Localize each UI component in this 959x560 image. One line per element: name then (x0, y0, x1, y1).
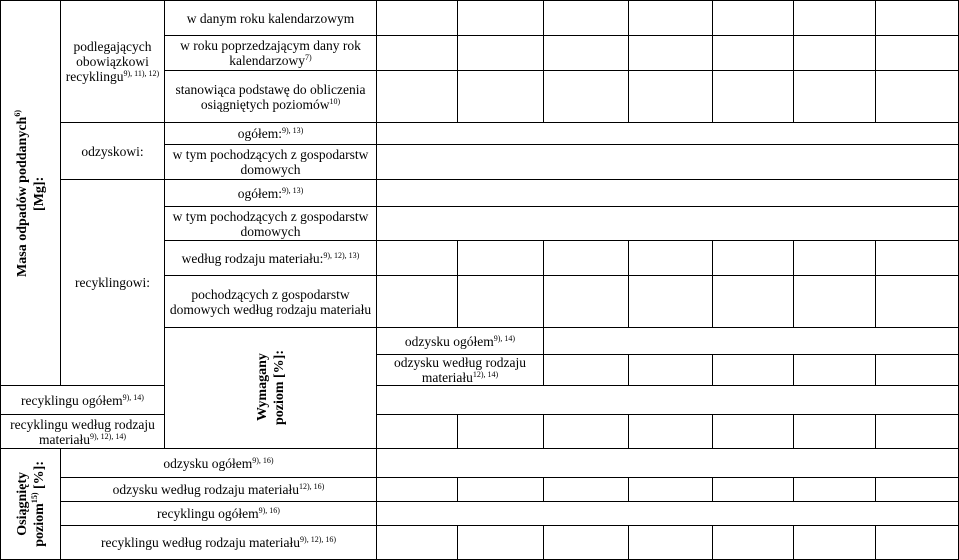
input-cell[interactable] (544, 526, 629, 560)
input-cell[interactable] (458, 241, 544, 276)
input-cell[interactable] (629, 355, 713, 386)
section-osiagniety-line2b: [%]: (31, 461, 47, 493)
section-wymagany-line1: Wymagany (254, 354, 270, 422)
section-wymagany-line2: poziom [%]: (271, 350, 287, 426)
input-cell[interactable] (876, 36, 959, 71)
section-masa-odpadow (1, 1, 61, 386)
input-cell[interactable] (794, 71, 876, 123)
row-label: ogółem:$^{9), 13)}$ (165, 180, 377, 207)
input-cell[interactable] (544, 415, 629, 449)
input-cell[interactable] (713, 1, 794, 36)
input-cell[interactable] (458, 526, 544, 560)
input-cell-wide[interactable] (377, 123, 959, 145)
input-cell[interactable] (629, 1, 713, 36)
section-wymagany-poziom (165, 328, 377, 449)
input-cell[interactable] (629, 71, 713, 123)
section-osiagniety-sup: 15) (29, 492, 39, 504)
input-cell[interactable] (794, 276, 876, 328)
input-cell[interactable] (713, 276, 794, 328)
input-cell-wide[interactable] (544, 328, 959, 355)
input-cell[interactable] (876, 415, 959, 449)
row-label: odzysku ogółem$^{9), 16)}$ (61, 449, 377, 478)
input-cell[interactable] (377, 415, 458, 449)
input-cell[interactable] (458, 1, 544, 36)
row-label: w roku poprzedzającym dany rok kalendarzowy$^{7)}$ (165, 36, 377, 71)
row-label: recyklingu według rodzaju materiału$^{9), 12), 16)}$ (61, 526, 377, 560)
input-cell[interactable] (458, 415, 544, 449)
input-cell[interactable] (544, 276, 629, 328)
input-cell[interactable] (458, 276, 544, 328)
input-cell[interactable] (794, 415, 876, 449)
section-osiagniety-poziom (1, 449, 61, 560)
row-label: recyklingu ogółem$^{9), 16)}$ (61, 502, 377, 526)
input-cell[interactable] (713, 241, 794, 276)
input-cell-wide[interactable] (377, 207, 959, 241)
group-recyklingowi-label: recyklingowi: (75, 275, 150, 290)
input-cell[interactable] (794, 478, 876, 502)
input-cell[interactable] (458, 478, 544, 502)
section-masa-sup: 6) (12, 109, 22, 117)
input-cell[interactable] (876, 241, 959, 276)
input-cell[interactable] (458, 36, 544, 71)
group-podlegajacych-label: podlegających obowiązkowi recyklingu (65, 39, 152, 84)
input-cell[interactable] (629, 415, 713, 449)
input-cell[interactable] (377, 36, 458, 71)
input-cell[interactable] (544, 71, 629, 123)
row-label: recyklingu według rodzaju materiału$^{9), 12), 14)}$ (1, 415, 165, 449)
row-label: w danym roku kalendarzowym (165, 1, 377, 36)
input-cell[interactable] (544, 36, 629, 71)
input-cell[interactable] (794, 36, 876, 71)
group-podlegajacych (61, 1, 165, 123)
row-label: w tym pochodzących z gospodarstw domowych (165, 145, 377, 180)
row-label: odzysku według rodzaju materiału$^{12), 14)}$ (377, 355, 544, 386)
input-cell[interactable] (629, 478, 713, 502)
input-cell[interactable] (377, 241, 458, 276)
input-cell[interactable] (876, 478, 959, 502)
section-osiagniety-line1: Osiągnięty (14, 472, 30, 536)
input-cell[interactable] (544, 355, 629, 386)
input-cell[interactable] (377, 71, 458, 123)
input-cell-wide[interactable] (377, 145, 959, 180)
row-label: odzysku ogółem$^{9), 14)}$ (377, 328, 544, 355)
input-cell[interactable] (794, 241, 876, 276)
input-cell[interactable] (629, 241, 713, 276)
row-label: recyklingu ogółem$^{9), 14)}$ (1, 386, 165, 415)
row-label: stanowiąca podstawę do obliczenia osiągniętych poziomów$^{10)}$ (165, 71, 377, 123)
input-cell[interactable] (876, 526, 959, 560)
input-cell[interactable] (544, 478, 629, 502)
input-cell[interactable] (544, 241, 629, 276)
input-cell-wide[interactable] (377, 449, 959, 478)
group-odzyskowi (61, 123, 165, 180)
input-cell[interactable] (794, 526, 876, 560)
section-masa-line1: Masa odpadów poddanych (14, 116, 30, 277)
row-label: według rodzaju materiału:$^{9), 12), 13)}$ (165, 241, 377, 276)
input-cell[interactable] (794, 1, 876, 36)
group-recyklingowi (61, 180, 165, 386)
row-label: w tym pochodzących z gospodarstw domowych (165, 207, 377, 241)
input-cell[interactable] (713, 478, 794, 502)
row-label: pochodzących z gospodarstw domowych według rodzaju materiału (165, 276, 377, 328)
input-cell[interactable] (876, 1, 959, 36)
input-cell[interactable] (794, 355, 876, 386)
input-cell[interactable] (713, 355, 794, 386)
input-cell[interactable] (629, 36, 713, 71)
input-cell[interactable] (544, 1, 629, 36)
row-label: ogółem:$^{9), 13)}$ (165, 123, 377, 145)
input-cell[interactable] (876, 276, 959, 328)
input-cell-wide[interactable] (377, 180, 959, 207)
input-cell[interactable] (713, 71, 794, 123)
row-label: odzysku według rodzaju materiału$^{12), 16)}$ (61, 478, 377, 502)
group-odzyskowi-label: odzyskowi: (81, 143, 144, 159)
input-cell[interactable] (876, 71, 959, 123)
input-cell[interactable] (713, 415, 794, 449)
input-cell[interactable] (629, 276, 713, 328)
group-podlegajacych-sup: 9), 11), 12) (123, 69, 160, 78)
input-cell[interactable] (377, 478, 458, 502)
input-cell[interactable] (629, 526, 713, 560)
section-osiagniety-line2a: poziom (31, 503, 47, 547)
input-cell[interactable] (377, 276, 458, 328)
input-cell[interactable] (713, 36, 794, 71)
input-cell-wide[interactable] (377, 502, 959, 526)
section-masa-line2: [Mg]: (31, 175, 47, 211)
input-cell[interactable] (458, 71, 544, 123)
input-cell-wide[interactable] (377, 386, 959, 415)
input-cell[interactable] (377, 526, 458, 560)
input-cell[interactable] (876, 355, 959, 386)
input-cell[interactable] (713, 526, 794, 560)
input-cell[interactable] (377, 1, 458, 36)
